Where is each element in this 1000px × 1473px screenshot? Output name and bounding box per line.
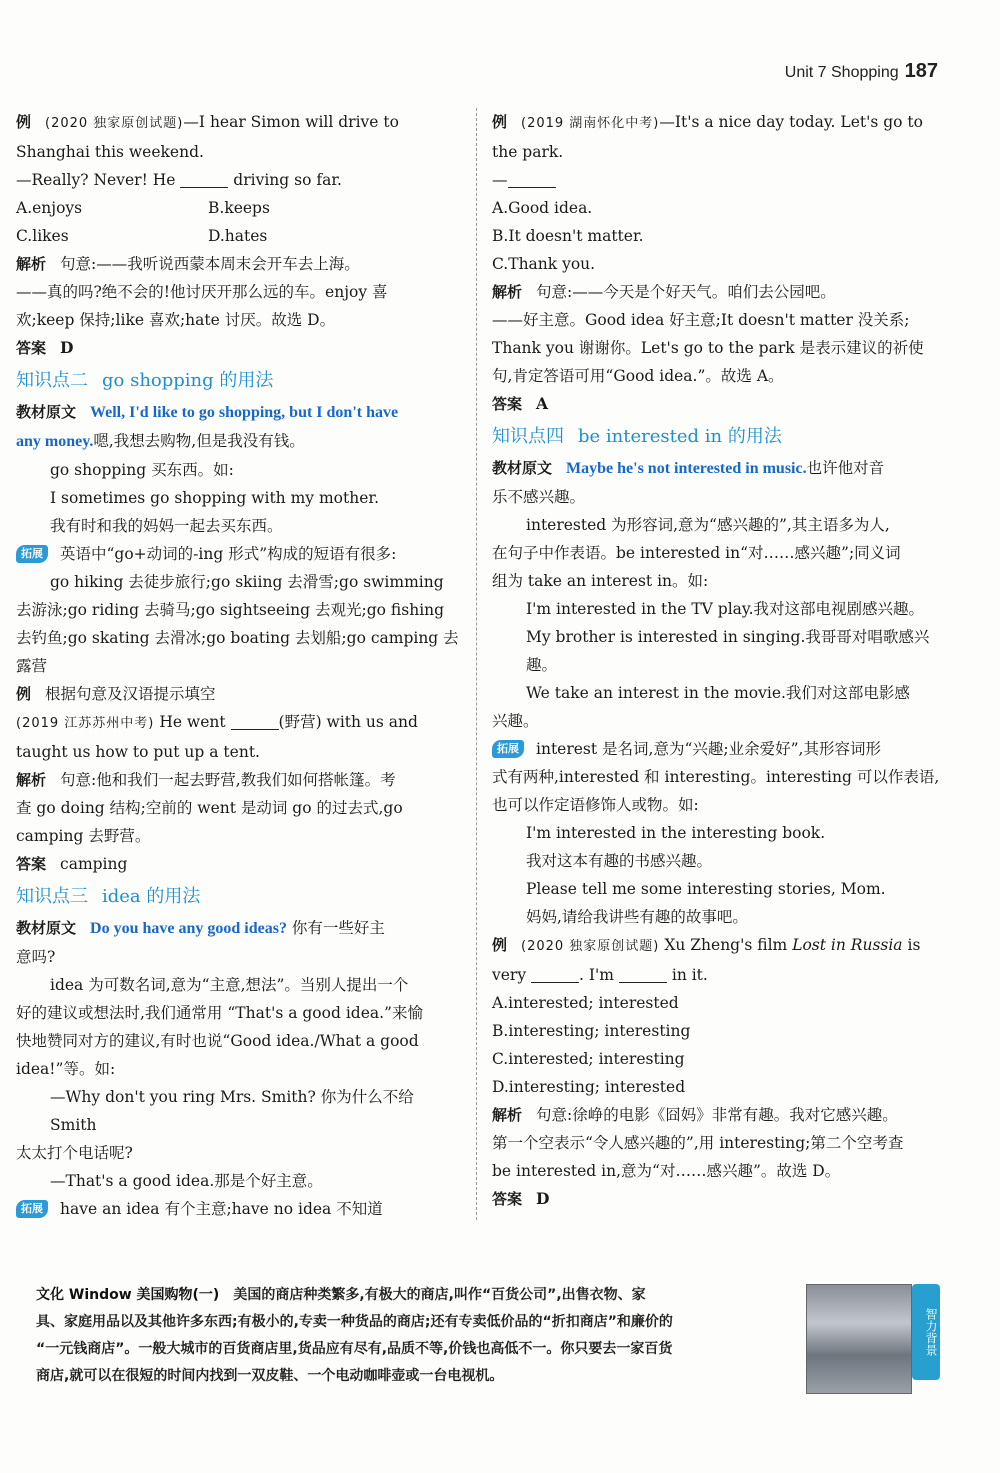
knowledge-point-heading	[16, 882, 462, 912]
answer-label: 答案	[16, 855, 47, 873]
textbook-english: Do you have any good ideas?	[90, 920, 287, 937]
body-text: 好的建议或想法时,我们通常用 “That's a good idea.”来愉	[16, 1004, 423, 1022]
extension-badge: 拓展	[16, 545, 48, 563]
answer-blank	[531, 964, 579, 983]
culture-window	[36, 1282, 796, 1394]
answer-label: 答案	[492, 395, 523, 413]
question-text: —It's a nice day today. Let's go to	[659, 113, 923, 131]
unit-title: Unit 7 Shopping	[784, 64, 899, 81]
extension-text: 去钓鱼;go skating 去滑冰;go boating 去划船;go camping 去	[16, 629, 459, 647]
option-c: C.interested; interesting	[492, 1050, 685, 1068]
answer-label: 答案	[492, 1190, 523, 1208]
option-c: C.Thank you.	[492, 255, 596, 273]
question-part: . I'm	[579, 966, 614, 984]
example-source: (2020 独家原创试题)	[521, 939, 660, 954]
analysis-label: 解析	[492, 1106, 523, 1124]
extension-text: Please tell me some interesting stories, Mom.	[526, 880, 886, 898]
question-part: —	[492, 171, 508, 189]
option-c: C.likes	[16, 227, 69, 245]
body-text: 组为 take an interest in。如:	[492, 572, 709, 590]
extension-text: 去游泳;go riding 去骑马;go sightseeing 去观光;go fishing	[16, 601, 445, 619]
kp-title: be interested in 的用法	[578, 426, 782, 447]
left-column	[16, 108, 462, 1223]
question-text	[16, 708, 462, 738]
extension-text: 英语中“go+动词的-ing 形式”构成的短语有很多:	[60, 545, 397, 563]
analysis-label: 解析	[16, 771, 47, 789]
option-d: D.interesting; interested	[492, 1078, 686, 1096]
question-text	[16, 166, 462, 194]
body-text: —Why don't you ring Mrs. Smith? 你为什么不给 Smith	[50, 1088, 414, 1134]
analysis-text: ——好主意。Good idea 好主意;It doesn't matter 没关系;	[492, 311, 910, 329]
answer-blank	[180, 169, 228, 188]
kp-number: 知识点二	[16, 370, 88, 391]
answer-blank	[231, 711, 279, 730]
extension-badge: 拓展	[16, 1200, 48, 1218]
body-text: idea 为可数名词,意为“主意,想法”。当别人提出一个	[50, 976, 409, 994]
analysis-label: 解析	[492, 283, 523, 301]
extension-text: interest 是名词,意为“兴趣;业余爱好”,其形容词形	[536, 740, 881, 758]
culture-text: 美国的商店种类繁多,有极大的商店,叫作“百货公司”,出售衣物、家	[233, 1287, 646, 1303]
question-part: Xu Zheng's film	[664, 936, 788, 954]
option-b: B.interesting; interesting	[492, 1022, 691, 1040]
analysis-text: be interested in,意为“对……感兴趣”。故选 D。	[492, 1162, 841, 1180]
body-text: I sometimes go shopping with my mother.	[50, 489, 380, 507]
column-divider	[476, 108, 477, 1220]
option-b: B.It doesn't matter.	[492, 227, 644, 245]
analysis-text: 查 go doing 结构;空前的 went 是动词 go 的过去式,go	[16, 799, 403, 817]
extension-text: 露营	[16, 657, 48, 675]
kp-title: idea 的用法	[102, 886, 201, 907]
question-text	[492, 166, 940, 194]
question-part: in it.	[671, 966, 708, 984]
textbook-english: Maybe he's not interested in music.	[566, 460, 807, 477]
example-label: 例	[492, 936, 508, 954]
answer-value: A	[536, 394, 549, 413]
extension-text: go hiking 去徒步旅行;go skiing 去滑雪;go swimming	[50, 573, 444, 591]
answer-blank	[619, 964, 667, 983]
example-label: 例	[492, 113, 508, 131]
analysis-text: 句意:徐峥的电影《囧妈》非常有趣。我对它感兴趣。	[536, 1106, 898, 1124]
question-part: is	[907, 936, 921, 954]
option-a: A.interested; interested	[492, 994, 679, 1012]
analysis-label: 解析	[16, 255, 47, 273]
analysis-text: camping 去野营。	[16, 827, 151, 845]
textbook-chinese: 你有一些好主	[291, 919, 385, 937]
question-part: He went	[159, 713, 226, 731]
option-a: A.Good idea.	[492, 199, 593, 217]
culture-title: 文化 Window 美国购物(一)	[36, 1287, 220, 1303]
textbook-label: 教材原文	[16, 919, 77, 937]
background-tag: 智力背景	[912, 1284, 940, 1380]
body-text: 太太打个电话呢?	[16, 1144, 133, 1162]
body-text: —That's a good idea.那是个好主意。	[50, 1172, 323, 1190]
extension-text: have an idea 有个主意;have no idea 不知道	[60, 1200, 383, 1218]
body-text: 我有时和我的妈妈一起去买东西。	[50, 517, 283, 535]
example-source: (2019 江苏苏州中考)	[16, 716, 155, 731]
extension-text: 妈妈,请给我讲些有趣的故事吧。	[526, 908, 748, 926]
answer-blank	[508, 169, 556, 188]
culture-text: “一元钱商店”。一般大城市的百货商店里,货品应有尽有,品质不等,价钱也高低不一。你只要去一家百货	[36, 1341, 673, 1357]
extension-badge: 拓展	[492, 740, 524, 758]
example-source: (2020 独家原创试题)	[45, 116, 184, 131]
kp-number: 知识点四	[492, 426, 564, 447]
options	[16, 222, 462, 250]
analysis-text: 欢;keep 保持;like 喜欢;hate 讨厌。故选 D。	[16, 311, 336, 329]
question-part: driving so far.	[233, 171, 342, 189]
textbook-label: 教材原文	[16, 403, 77, 421]
example-label: 例	[16, 113, 32, 131]
extension-text: I'm interested in the interesting book.	[526, 824, 826, 842]
culture-text: 具、家庭用品以及其他许多东西;有极小的,专卖一种货品的商店;还有专卖低价品的“折扣商店”和廉价的	[36, 1314, 673, 1330]
body-text: 在句子中作表语。be interested in“对……感兴趣”;同义词	[492, 544, 901, 562]
kp-number: 知识点三	[16, 886, 88, 907]
knowledge-point-heading	[492, 422, 940, 452]
body-text: idea!”等。如:	[16, 1060, 116, 1078]
question-part: (野营) with us and	[278, 713, 418, 731]
answer-label: 答案	[16, 339, 47, 357]
option-b: B.keeps	[208, 199, 270, 217]
film-title: Lost in Russia	[792, 936, 903, 954]
kp-title: go shopping 的用法	[102, 370, 274, 391]
body-text: My brother is interested in singing.我哥哥对唱歌感兴趣。	[526, 628, 930, 674]
textbook-chinese: 也许他对音	[806, 459, 885, 477]
extension-text: 也可以作定语修饰人或物。如:	[492, 796, 699, 814]
analysis-text: 句意:他和我们一起去野营,教我们如何搭帐篷。考	[60, 771, 396, 789]
answer-value: D	[536, 1189, 550, 1208]
answer-value: camping	[60, 855, 128, 873]
extension-text: 我对这本有趣的书感兴趣。	[526, 852, 713, 870]
textbook-chinese: 乐不感兴趣。	[492, 488, 586, 506]
textbook-chinese: 嗯,我想去购物,但是我没有钱。	[93, 432, 305, 450]
question-text: the park.	[492, 143, 564, 161]
right-column	[492, 108, 940, 1213]
analysis-text: 第一个空表示“令人感兴趣的”,用 interesting;第二个空考查	[492, 1134, 904, 1152]
example-label: 例	[16, 685, 32, 703]
extension-text: 式有两种,interested 和 interesting。interesting 可以作表语,	[492, 768, 940, 786]
street-photo	[806, 1284, 912, 1394]
body-text: interested 为形容词,意为“感兴趣的”,其主语多为人,	[526, 516, 890, 534]
options	[16, 194, 462, 222]
example-instruction: 根据句意及汉语提示填空	[45, 685, 216, 703]
textbook-english: Well, I'd like to go shopping, but I don't have	[90, 404, 399, 421]
question-text: taught us how to put up a tent.	[16, 743, 260, 761]
page-number: 187	[904, 60, 938, 82]
option-a: A.enjoys	[16, 199, 83, 217]
option-d: D.hates	[208, 227, 268, 245]
textbook-english: any money.	[16, 433, 94, 450]
analysis-text: 句,肯定答语可用“Good idea.”。故选 A。	[492, 367, 784, 385]
body-text: 快地赞同对方的建议,有时也说“Good idea./What a good	[16, 1032, 419, 1050]
analysis-text: 句意:——今天是个好天气。咱们去公园吧。	[536, 283, 836, 301]
page-header	[785, 60, 938, 83]
question-text	[492, 961, 940, 989]
body-text: I'm interested in the TV play.我对这部电视剧感兴趣。	[526, 600, 925, 618]
question-text: Shanghai this weekend.	[16, 143, 204, 161]
analysis-text: ——真的吗?绝不会的!他讨厌开那么远的车。enjoy 喜	[16, 283, 388, 301]
example-source: (2019 湖南怀化中考)	[521, 116, 660, 131]
body-text: We take an interest in the movie.我们对这部电影感	[526, 684, 910, 702]
question-part: —Really? Never! He	[16, 171, 176, 189]
question-text: —I hear Simon will drive to	[183, 113, 399, 131]
body-text: go shopping 买东西。如:	[50, 461, 234, 479]
analysis-text: 句意:——我听说西蒙本周末会开车去上海。	[60, 255, 360, 273]
culture-text: 商店,就可以在很短的时间内找到一双皮鞋、一个电动咖啡壶或一台电视机。	[36, 1368, 504, 1384]
body-text: 兴趣。	[492, 712, 539, 730]
textbook-chinese: 意吗?	[16, 948, 56, 966]
textbook-label: 教材原文	[492, 459, 553, 477]
analysis-text: Thank you 谢谢你。Let's go to the park 是表示建议的祈使	[492, 339, 924, 357]
question-part: very	[492, 966, 527, 984]
knowledge-point-heading	[16, 366, 462, 396]
answer-value: D	[60, 338, 74, 357]
